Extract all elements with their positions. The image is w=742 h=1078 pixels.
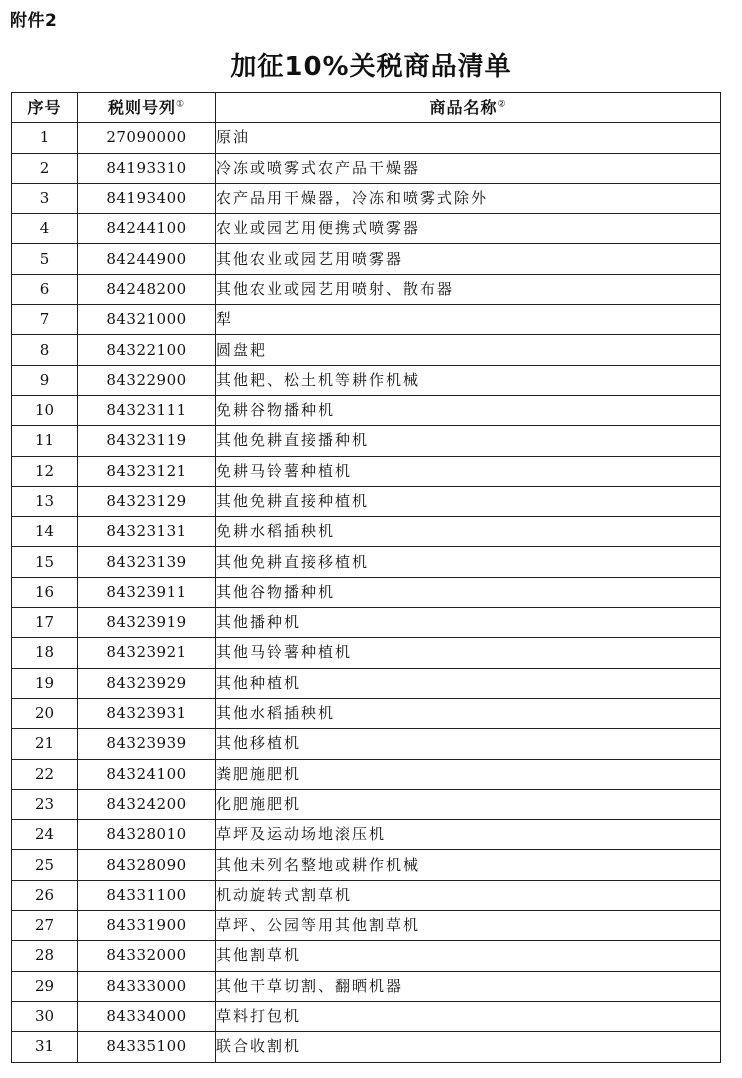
table-row — [12, 880, 721, 910]
table-row — [12, 244, 721, 274]
table-row — [12, 729, 721, 759]
tariff-code: 84331900 — [78, 911, 216, 941]
table-row — [12, 1001, 721, 1031]
tariff-code: 84323929 — [78, 668, 216, 698]
table-row — [12, 638, 721, 668]
table-row — [12, 123, 721, 153]
goods-name: 圆盘耙 — [216, 335, 721, 365]
row-number: 10 — [12, 395, 78, 425]
goods-name: 其他干草切割、翻晒机器 — [216, 971, 721, 1001]
table-header-row — [12, 93, 721, 123]
tariff-code: 84328090 — [78, 850, 216, 880]
goods-name: 其他马铃薯种植机 — [216, 638, 721, 668]
table-row — [12, 577, 721, 607]
goods-name: 机动旋转式割草机 — [216, 880, 721, 910]
row-number: 26 — [12, 880, 78, 910]
table-row — [12, 517, 721, 547]
header-code-label: 税则号列 — [107, 97, 176, 117]
table-row — [12, 941, 721, 971]
goods-name: 其他免耕直接种植机 — [216, 486, 721, 516]
row-number: 15 — [12, 547, 78, 577]
row-number: 22 — [12, 759, 78, 789]
table-row — [12, 456, 721, 486]
table-row — [12, 365, 721, 395]
goods-name: 其他割草机 — [216, 941, 721, 971]
tariff-code: 84331100 — [78, 880, 216, 910]
table-row — [12, 911, 721, 941]
row-number: 4 — [12, 214, 78, 244]
goods-name: 免耕水稻插秧机 — [216, 517, 721, 547]
row-number: 27 — [12, 911, 78, 941]
table-body — [12, 123, 721, 1062]
row-number: 30 — [12, 1001, 78, 1031]
goods-name: 农产品用干燥器，冷冻和喷雾式除外 — [216, 183, 721, 213]
tariff-code: 84328010 — [78, 820, 216, 850]
goods-name: 其他耙、松土机等耕作机械 — [216, 365, 721, 395]
tariff-code: 84324100 — [78, 759, 216, 789]
row-number: 12 — [12, 456, 78, 486]
header-code — [78, 93, 216, 123]
footnote-mark-2: ② — [497, 99, 507, 110]
row-number: 21 — [12, 729, 78, 759]
document-title: 加征10%关税商品清单 — [230, 52, 512, 82]
tariff-code: 84323129 — [78, 486, 216, 516]
goods-name: 免耕马铃薯种植机 — [216, 456, 721, 486]
row-number: 14 — [12, 517, 78, 547]
table-row — [12, 789, 721, 819]
row-number: 29 — [12, 971, 78, 1001]
tariff-code: 84321000 — [78, 305, 216, 335]
tariff-code: 27090000 — [78, 123, 216, 153]
table-row — [12, 547, 721, 577]
goods-name: 其他谷物播种机 — [216, 577, 721, 607]
goods-name: 犁 — [216, 305, 721, 335]
row-number: 6 — [12, 274, 78, 304]
goods-name: 原油 — [216, 123, 721, 153]
table-row — [12, 274, 721, 304]
table-row — [12, 608, 721, 638]
footnote-mark-1: ① — [175, 99, 186, 110]
tariff-code: 84323111 — [78, 395, 216, 425]
row-number: 11 — [12, 426, 78, 456]
row-number: 18 — [12, 638, 78, 668]
table-row — [12, 820, 721, 850]
goods-name: 其他播种机 — [216, 608, 721, 638]
row-number: 24 — [12, 820, 78, 850]
goods-name: 草坪及运动场地滚压机 — [216, 820, 721, 850]
table-row — [12, 759, 721, 789]
goods-name: 其他种植机 — [216, 668, 721, 698]
tariff-code: 84244100 — [78, 214, 216, 244]
table-row — [12, 971, 721, 1001]
tariff-code: 84323919 — [78, 608, 216, 638]
tariff-code: 84323131 — [78, 517, 216, 547]
goods-name: 其他未列名整地或耕作机械 — [216, 850, 721, 880]
row-number: 2 — [12, 153, 78, 183]
row-number: 13 — [12, 486, 78, 516]
tariff-code: 84193400 — [78, 183, 216, 213]
goods-name: 其他农业或园艺用喷雾器 — [216, 244, 721, 274]
goods-name: 粪肥施肥机 — [216, 759, 721, 789]
row-number: 17 — [12, 608, 78, 638]
tariff-code: 84244900 — [78, 244, 216, 274]
goods-table — [11, 92, 721, 1063]
goods-name: 免耕谷物播种机 — [216, 395, 721, 425]
header-no — [12, 93, 78, 123]
table-row — [12, 698, 721, 728]
table-row — [12, 335, 721, 365]
table-row — [12, 850, 721, 880]
table-row — [12, 153, 721, 183]
table-row — [12, 395, 721, 425]
tariff-code: 84335100 — [78, 1032, 216, 1062]
table-row — [12, 305, 721, 335]
table-row — [12, 486, 721, 516]
header-name-label: 商品名称 — [429, 97, 498, 117]
tariff-code: 84323119 — [78, 426, 216, 456]
row-number: 3 — [12, 183, 78, 213]
row-number: 19 — [12, 668, 78, 698]
goods-name: 其他移植机 — [216, 729, 721, 759]
goods-name: 其他水稻插秧机 — [216, 698, 721, 728]
goods-name: 其他免耕直接播种机 — [216, 426, 721, 456]
row-number: 20 — [12, 698, 78, 728]
header-name — [216, 93, 721, 123]
row-number: 5 — [12, 244, 78, 274]
tariff-code: 84322100 — [78, 335, 216, 365]
tariff-code: 84323921 — [78, 638, 216, 668]
row-number: 23 — [12, 789, 78, 819]
tariff-code: 84323939 — [78, 729, 216, 759]
table-row — [12, 214, 721, 244]
tariff-code: 84193310 — [78, 153, 216, 183]
tariff-code: 84324200 — [78, 789, 216, 819]
tariff-code: 84333000 — [78, 971, 216, 1001]
table-row — [12, 1032, 721, 1062]
annex-label: 附件2 — [10, 11, 58, 31]
goods-name: 冷冻或喷雾式农产品干燥器 — [216, 153, 721, 183]
row-number: 28 — [12, 941, 78, 971]
table-row — [12, 426, 721, 456]
goods-name: 草坪、公园等用其他割草机 — [216, 911, 721, 941]
tariff-code: 84323931 — [78, 698, 216, 728]
row-number: 8 — [12, 335, 78, 365]
tariff-code: 84323139 — [78, 547, 216, 577]
goods-name: 化肥施肥机 — [216, 789, 721, 819]
table-row — [12, 183, 721, 213]
goods-name: 其他农业或园艺用喷射、散布器 — [216, 274, 721, 304]
tariff-code: 84334000 — [78, 1001, 216, 1031]
tariff-code: 84322900 — [78, 365, 216, 395]
row-number: 9 — [12, 365, 78, 395]
goods-name: 农业或园艺用便携式喷雾器 — [216, 214, 721, 244]
tariff-code: 84323121 — [78, 456, 216, 486]
row-number: 1 — [12, 123, 78, 153]
tariff-code: 84332000 — [78, 941, 216, 971]
tariff-code: 84248200 — [78, 274, 216, 304]
header-no-label: 序号 — [27, 97, 62, 117]
row-number: 16 — [12, 577, 78, 607]
goods-name: 联合收割机 — [216, 1032, 721, 1062]
row-number: 25 — [12, 850, 78, 880]
row-number: 31 — [12, 1032, 78, 1062]
goods-name: 草料打包机 — [216, 1001, 721, 1031]
goods-name: 其他免耕直接移植机 — [216, 547, 721, 577]
row-number: 7 — [12, 305, 78, 335]
table-row — [12, 668, 721, 698]
tariff-code: 84323911 — [78, 577, 216, 607]
